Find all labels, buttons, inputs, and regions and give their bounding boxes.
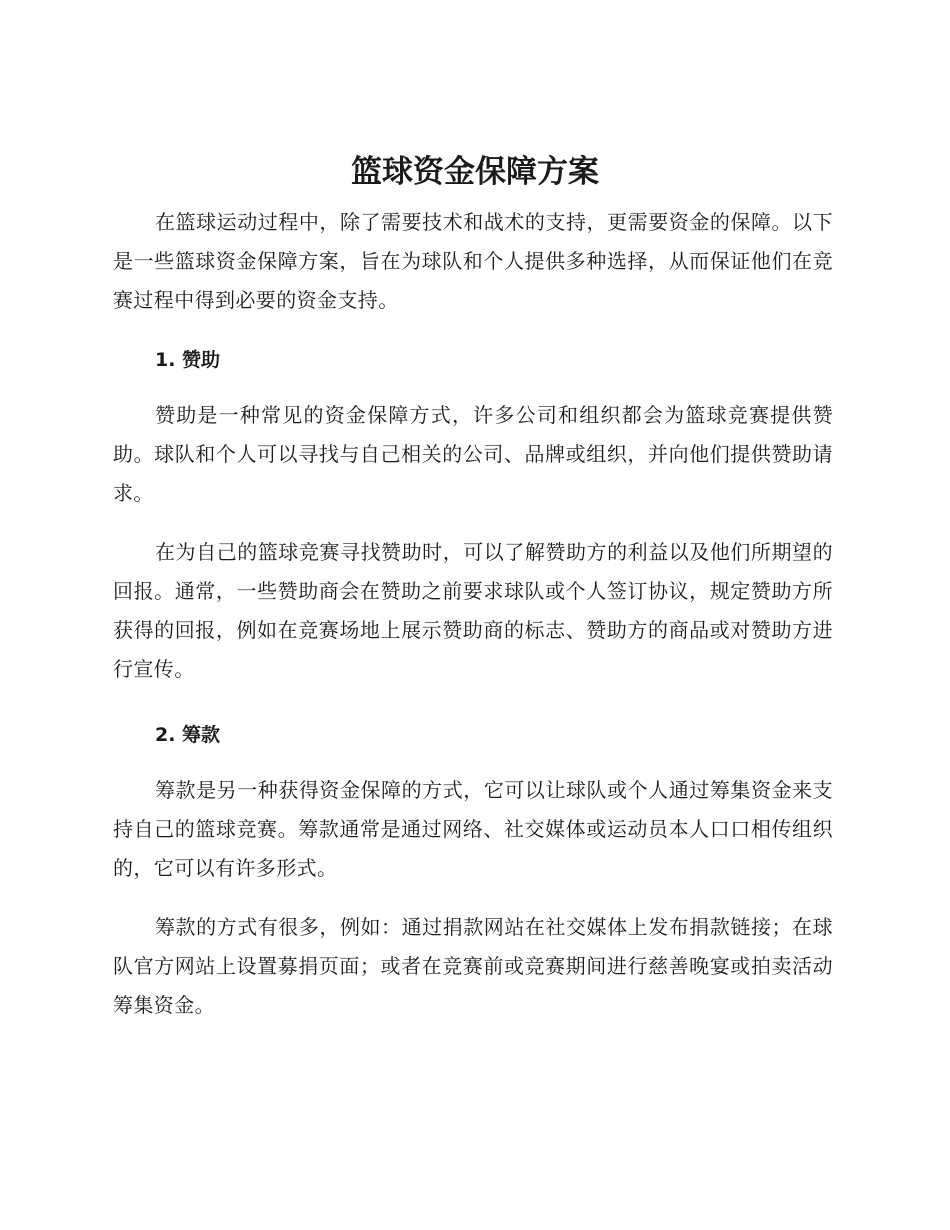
sponsorship-paragraph-2: 在为自己的篮球竞赛寻找赞助时，可以了解赞助方的利益以及他们所期望的回报。通常，一些赞助商会在赞助之前要求球队或个人签订协议，规定赞助方所获得的回报，例如在竞赛场地上展示赞助商的标志、赞助方的商品或对赞助方进行宣传。	[113, 540, 833, 681]
document-title: 篮球资金保障方案	[351, 154, 599, 190]
fundraising-paragraph-2: 筹款的方式有很多，例如：通过捐款网站在社交媒体上发布捐款链接；在球队官方网站上设置募捐页面；或者在竞赛前或竞赛期间进行慈善晚宴或拍卖活动筹集资金。	[113, 915, 833, 1017]
section-heading-sponsorship: 1. 赞助	[155, 349, 221, 371]
intro-paragraph: 在篮球运动过程中，除了需要技术和战术的支持，更需要资金的保障。以下是一些篮球资金保障方案，旨在为球队和个人提供多种选择，从而保证他们在竞赛过程中得到必要的资金支持。	[113, 210, 833, 312]
sponsorship-paragraph-1: 赞助是一种常见的资金保障方式，许多公司和组织都会为篮球竞赛提供赞助。球队和个人可以寻找与自己相关的公司、品牌或组织，并向他们提供赞助请求。	[113, 403, 833, 505]
fundraising-paragraph-1: 筹款是另一种获得资金保障的方式，它可以让球队或个人通过筹集资金来支持自己的篮球竞赛。筹款通常是通过网络、社交媒体或运动员本人口口相传组织的，它可以有许多形式。	[113, 778, 833, 880]
section-heading-fundraising: 2. 筹款	[155, 724, 221, 746]
